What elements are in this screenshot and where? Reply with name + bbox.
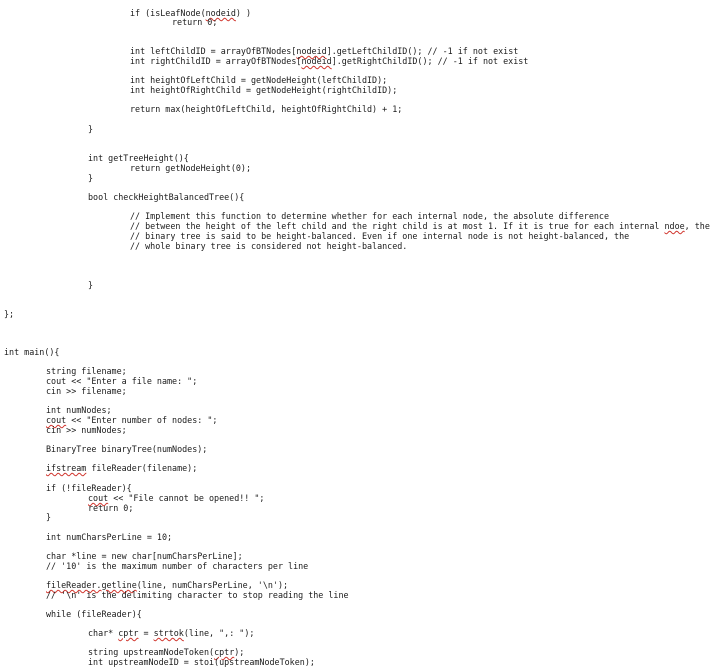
code-text: ].getLeftChildID(); // -1 if not exist — [326, 46, 519, 56]
code-line — [46, 444, 207, 455]
code-line — [46, 561, 308, 572]
code-text: // between the height of the left child and the right child is at most 1. If it is true for each internal — [130, 221, 665, 231]
spellcheck-flagged-word: nodeid — [296, 46, 327, 56]
code-text: = — [138, 628, 154, 638]
code-text: return getNodeHeight(0); — [130, 163, 252, 173]
code-text: << "File cannot be opened!! "; — [108, 493, 265, 503]
code-text: if (!fileReader){ — [46, 483, 132, 493]
code-line — [46, 425, 127, 436]
code-text: } — [88, 124, 94, 134]
code-line — [88, 280, 93, 291]
spellcheck-flagged-word: nodeid — [301, 56, 332, 66]
code-text: } — [46, 512, 52, 522]
spellcheck-flagged-word: cout — [46, 415, 67, 425]
code-line — [4, 347, 59, 358]
code-text: // '\n' is the delimiting character to stop reading the line — [46, 590, 349, 600]
code-text: // '10' is the maximum number of characters per line — [46, 561, 309, 571]
code-line — [130, 241, 407, 252]
spellcheck-flagged-word: ndoe — [664, 221, 685, 231]
code-text: char *line = new char[numCharsPerLine]; — [46, 551, 243, 561]
code-text: string filename; — [46, 366, 127, 376]
code-line — [46, 609, 142, 620]
code-text: int heightOfRightChild = getNodeHeight(rightChildID); — [130, 85, 398, 95]
code-text: cin >> numNodes; — [46, 425, 127, 435]
spellcheck-flagged-word: cptr — [118, 628, 139, 638]
code-line — [88, 124, 93, 135]
code-text: while (fileReader){ — [46, 609, 142, 619]
code-line — [88, 503, 133, 514]
code-text: (line, numCharsPerLine, '\n'); — [136, 580, 289, 590]
code-line — [46, 386, 127, 397]
code-text: ].getRightChildID(); // -1 if not exist — [331, 56, 529, 66]
code-text: if (isLeafNode( — [130, 8, 206, 18]
code-text: int upstreamNodeID = stoi(upstreamNodeToken); — [88, 657, 315, 667]
code-text: int getTreeHeight(){ — [88, 153, 189, 163]
spellcheck-flagged-word: ifstream — [46, 463, 87, 473]
code-text: }; — [4, 309, 15, 319]
code-line — [46, 532, 172, 543]
code-text: return 0; — [88, 503, 134, 513]
code-line — [88, 628, 254, 639]
code-line — [130, 163, 251, 174]
code-text: bool checkHeightBalancedTree(){ — [88, 192, 245, 202]
spellcheck-flagged-word: fileReader.getline — [46, 580, 137, 590]
code-text: } — [88, 280, 94, 290]
code-text: // Implement this function to determine whether for each internal node, the absolute difference — [130, 211, 610, 221]
code-text: char* — [88, 628, 119, 638]
code-text: cin >> filename; — [46, 386, 127, 396]
code-text: int leftChildID = arrayOfBTNodes[ — [130, 46, 297, 56]
spellcheck-flagged-word: cptr — [214, 647, 235, 657]
code-line — [88, 173, 93, 184]
code-text: return max(heightOfLeftChild, heightOfRightChild) + 1; — [130, 104, 403, 114]
code-line — [46, 512, 51, 523]
code-text: fileReader(filename); — [86, 463, 198, 473]
code-text: // whole binary tree is considered not height-balanced. — [130, 241, 408, 251]
code-line — [46, 463, 197, 474]
code-text: return 0; — [172, 17, 218, 27]
spellcheck-flagged-word: cout — [88, 493, 109, 503]
code-text: int rightChildID = arrayOfBTNodes[ — [130, 56, 302, 66]
code-text: int heightOfLeftChild = getNodeHeight(leftChildID); — [130, 75, 388, 85]
code-line — [130, 104, 402, 115]
code-text: int numCharsPerLine = 10; — [46, 532, 173, 542]
code-text: string upstreamNodeToken( — [88, 647, 215, 657]
code-line — [172, 17, 217, 28]
code-line — [88, 657, 315, 668]
code-text: (line, ",: "); — [183, 628, 255, 638]
code-line — [130, 85, 397, 96]
spellcheck-flagged-word: nodeid — [205, 8, 236, 18]
code-text: ); — [234, 647, 245, 657]
code-text: } — [88, 173, 94, 183]
spellcheck-flagged-word: strtok — [153, 628, 184, 638]
code-text: << "Enter number of nodes: "; — [66, 415, 218, 425]
code-text: BinaryTree binaryTree(numNodes); — [46, 444, 208, 454]
code-text: , the — [684, 221, 710, 231]
code-text: ) ) — [235, 8, 252, 18]
code-text: int numNodes; — [46, 405, 112, 415]
code-text: // binary tree is said to be height-balanced. Even if one internal node is not height-balanced, the — [130, 231, 630, 241]
code-line — [46, 590, 349, 601]
code-text: int main(){ — [4, 347, 60, 357]
code-line — [88, 192, 244, 203]
code-text: cout << "Enter a file name: "; — [46, 376, 198, 386]
code-line — [130, 56, 528, 67]
code-line — [4, 309, 14, 320]
